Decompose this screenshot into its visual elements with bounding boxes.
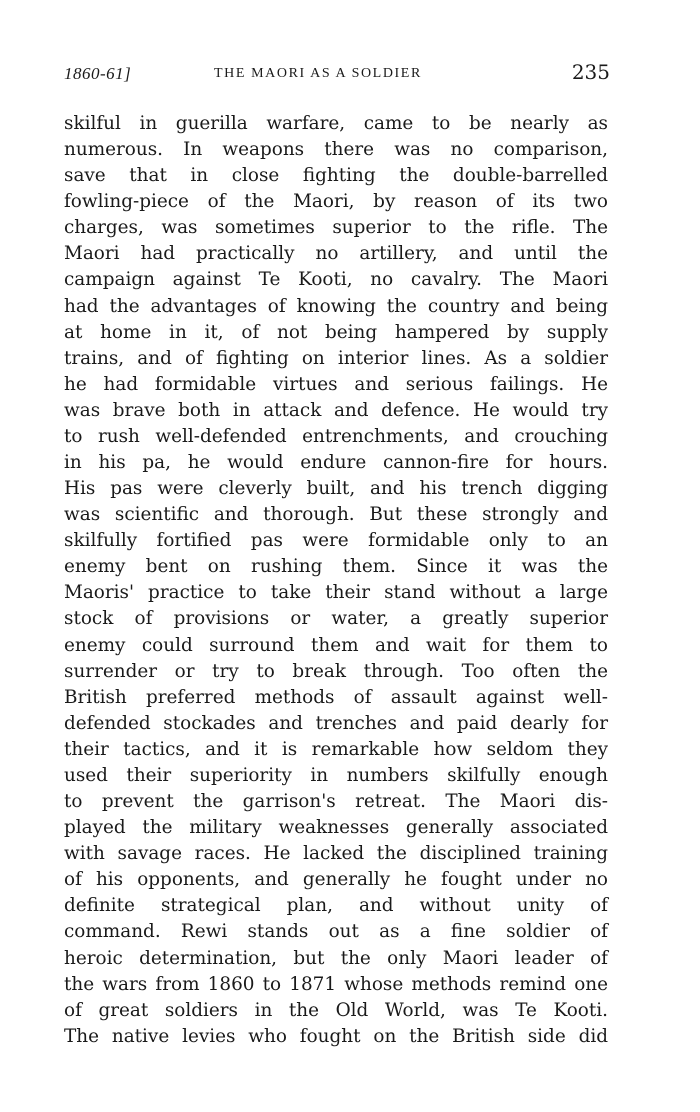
text-line: trains, and of fighting on interior lines. As a soldier bbox=[64, 347, 608, 369]
text-line: to rush well-defended entrenchments, and crouching bbox=[64, 425, 608, 447]
page-number: 235 bbox=[571, 60, 610, 84]
text-line: charges, was sometimes superior to the rifle. The bbox=[64, 217, 608, 239]
text-line: British preferred methods of assault against well- bbox=[64, 686, 608, 708]
text-line: was scientific and thorough. But these strongly and bbox=[64, 504, 608, 526]
running-head-years: 1860-61] bbox=[64, 64, 132, 83]
text-line: defended stockades and trenches and paid dearly for bbox=[64, 712, 608, 734]
text-line: numerous. In weapons there was no comparison, bbox=[64, 139, 608, 161]
text-line: he had formidable virtues and serious failings. He bbox=[64, 373, 608, 395]
text-line: with savage races. He lacked the disciplined training bbox=[64, 843, 608, 865]
text-line: His pas were cleverly built, and his trench digging bbox=[64, 478, 608, 500]
text-line: was brave both in attack and defence. He would try bbox=[64, 399, 608, 421]
text-line: of great soldiers in the Old World, was Te Kooti. bbox=[64, 999, 608, 1021]
text-line: in his pa, he would endure cannon-fire for hours. bbox=[64, 452, 608, 474]
text-line: to prevent the garrison's retreat. The Maori dis- bbox=[64, 791, 608, 813]
text-line: Maori had practically no artillery, and until the bbox=[64, 243, 608, 265]
text-line: enemy bent on rushing them. Since it was the bbox=[64, 556, 608, 578]
text-line: The native levies who fought on the British side did bbox=[64, 1025, 608, 1047]
text-line: enemy could surround them and wait for them to bbox=[64, 634, 608, 656]
text-line: at home in it, of not being hampered by supply bbox=[64, 321, 608, 343]
text-line: of his opponents, and generally he fought under no bbox=[64, 869, 608, 891]
text-line: fowling-piece of the Maori, by reason of its two bbox=[64, 191, 608, 213]
text-line: surrender or try to break through. Too often the bbox=[64, 660, 608, 682]
running-head bbox=[64, 60, 612, 90]
body-paragraph bbox=[64, 111, 608, 1050]
text-line: used their superiority in numbers skilfully enough bbox=[64, 764, 608, 786]
text-line: campaign against Te Kooti, no cavalry. The Maori bbox=[64, 269, 608, 291]
text-line: stock of provisions or water, a greatly superior bbox=[64, 608, 608, 630]
text-line: their tactics, and it is remarkable how seldom they bbox=[64, 738, 608, 760]
text-line: the wars from 1860 to 1871 whose methods remind one bbox=[64, 973, 608, 995]
text-line: heroic determination, but the only Maori leader of bbox=[64, 947, 608, 969]
text-line: skilful in guerilla warfare, came to be nearly as bbox=[64, 113, 608, 134]
text-line: Maoris' practice to take their stand without a large bbox=[64, 582, 608, 604]
text-line: skilfully fortified pas were formidable only to an bbox=[64, 530, 608, 552]
text-line: command. Rewi stands out as a fine soldier of bbox=[64, 921, 608, 943]
text-line: had the advantages of knowing the country and being bbox=[64, 295, 608, 317]
text-line: definite strategical plan, and without unity of bbox=[64, 895, 608, 917]
text-line: played the military weaknesses generally associated bbox=[64, 817, 608, 839]
text-line: save that in close fighting the double-barrelled bbox=[64, 165, 608, 187]
running-head-title: THE MAORI AS A SOLDIER bbox=[214, 66, 422, 81]
